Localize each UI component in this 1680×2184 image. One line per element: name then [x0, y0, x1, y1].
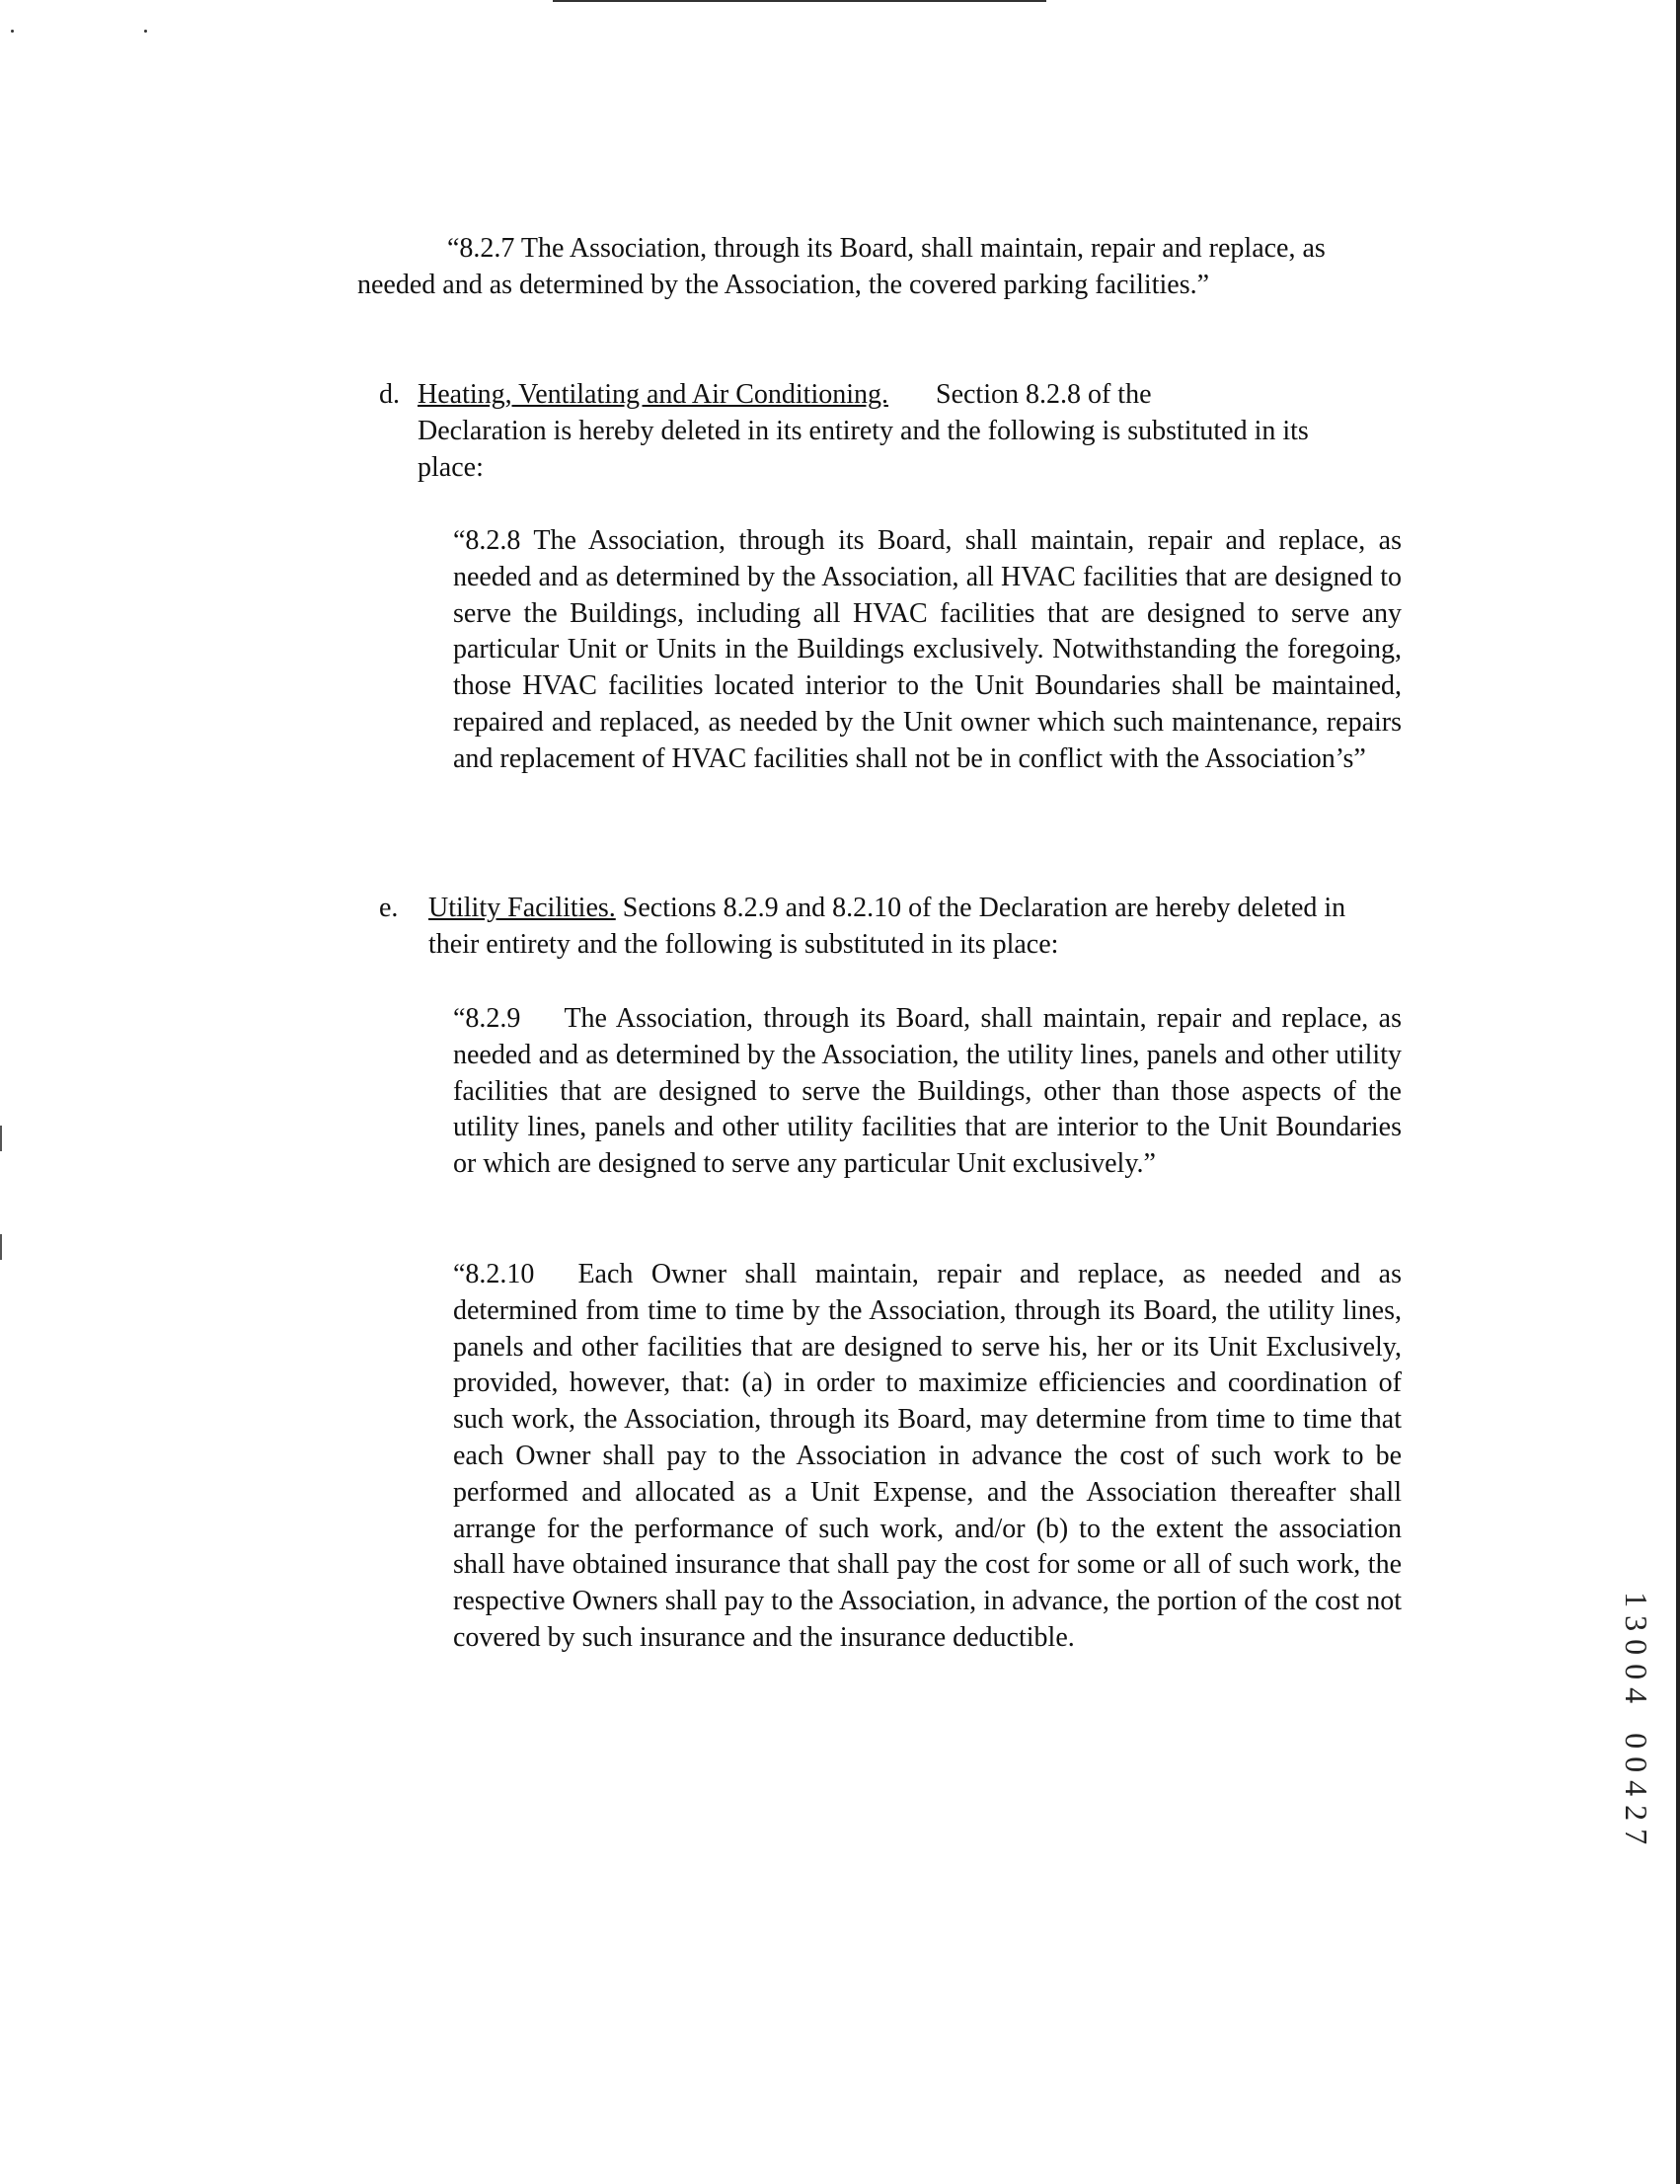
scan-speck [144, 30, 147, 33]
section-e-heading: Utility Facilities. [428, 893, 616, 923]
section-d-intro-first: Section 8.2.8 of the [936, 379, 1152, 410]
stamp-digit: 0 [1619, 1756, 1655, 1773]
quote-8-2-10 [453, 1257, 1402, 1657]
section-d-heading: Heating, Ventilating and Air Conditioning. [418, 379, 888, 410]
quote-8-2-9-text: The Association, through its Board, shall maintain, repair and replace, as needed and as determined by the Association, the utility lines, panels and other utility facilities that are designed to serve the Buildings, other than those aspects of the utility lines, panels and other utility facilities that are interior to the Unit Boundaries or which are designed to serve any particular Unit exclusively.” [453, 1003, 1402, 1180]
stamp-digit: 3 [1619, 1615, 1655, 1632]
stamp-digit: 2 [1619, 1804, 1655, 1821]
stamp-digit: 0 [1619, 1663, 1655, 1679]
document-stamp-number [1619, 1588, 1654, 1848]
quote-8-2-9 [453, 1001, 1402, 1183]
quote-8-2-8 [453, 523, 1402, 778]
section-d-intro-rest: Declaration is hereby deleted in its entirety and the following is substituted in its place: [418, 415, 1309, 483]
quote-8-2-9-number: “8.2.9 [453, 1003, 521, 1034]
top-scan-line [553, 0, 1046, 2]
scan-tick [0, 1234, 2, 1260]
stamp-digit: 4 [1619, 1780, 1655, 1797]
quote-8-2-8-text: “8.2.8 The Association, through its Board, shall maintain, repair and replace, as needed and as determined by the Association, all HVAC facilities that are designed to serve the Buildings, including all HVAC facilities that are designed to serve any particular Unit or Units in the Buildings exclusively. Notwithstanding the foregoing, those HVAC facilities located interior to the Unit Boundaries shall be maintained, repaired and replaced, as needed by the Unit owner which such maintenance, repairs and replacement of HVAC facilities shall not be in conflict with the Association’s” [453, 525, 1402, 774]
section-e-intro-text: Sections 8.2.9 and 8.2.10 of the Declaration are hereby deleted in their entirety and the following is substituted in its place: [428, 893, 1346, 960]
section-e-intro [428, 891, 1352, 964]
section-e-marker: e. [379, 893, 399, 923]
right-scan-edge [1676, 0, 1680, 2184]
paragraph-8-2-7-text: “8.2.7 The Association, through its Board, shall maintain, repair and replace, as needed and as determined by the Association, the covered parking facilities.” [357, 233, 1326, 300]
stamp-digit: 7 [1619, 1828, 1655, 1844]
scan-speck [11, 30, 14, 33]
stamp-digit: 0 [1619, 1733, 1655, 1750]
stamp-digit: 1 [1619, 1592, 1655, 1608]
section-d-intro [418, 377, 1375, 486]
quote-8-2-10-number: “8.2.10 [453, 1259, 535, 1289]
stamp-digit: 4 [1619, 1686, 1655, 1703]
section-d-marker: d. [379, 379, 400, 410]
quote-8-2-10-text: Each Owner shall maintain, repair and replace, as needed and as determined from time to time by the Association, through its Board, the utility lines, panels and other facilities that are designed to serve his, her or its Unit Exclusively, provided, however, that: (a) in order to maximize efficiencies and coordination of such work, the Association, through its Board, may determine from time to time that each Owner shall pay to the Association in advance the cost of such work to be performed and allocated as a Unit Expense, and the Association thereafter shall arrange for the performance of such work, and/or (b) to the extent the association shall have obtained insurance that shall pay the cost for some or all of such work, the respective Owners shall pay to the Association, in advance, the portion of the cost not covered by such insurance and the insurance deductible. [453, 1259, 1402, 1653]
scan-tick [0, 1126, 2, 1151]
paragraph-8-2-7 [357, 231, 1339, 304]
stamp-digit: 0 [1619, 1639, 1655, 1656]
